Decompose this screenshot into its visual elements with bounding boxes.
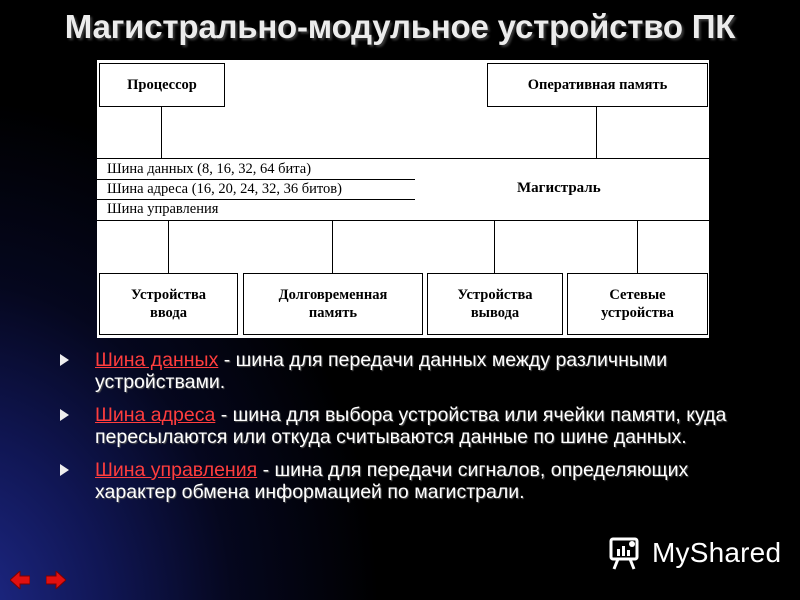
storage-label-line1: Долговременная: [278, 287, 388, 303]
bus-address-line: [97, 199, 415, 200]
bus-architecture-diagram: [97, 60, 709, 338]
ram-label: Оперативная память: [527, 77, 668, 93]
network-devices-box: [567, 273, 708, 335]
ram-box: [487, 63, 708, 107]
bullet-item: [60, 459, 770, 503]
output-connector: [494, 221, 495, 273]
storage-box: [243, 273, 423, 335]
network-label-line1: Сетевые: [609, 287, 666, 303]
bus-address-label: Шина адреса (16, 20, 24, 32, 36 битов): [107, 181, 342, 197]
bus-control-label: Шина управления: [107, 201, 219, 217]
bullet-text: - шина для передачи сигналов, определяющих характер обмена информацией по магистрали.: [95, 459, 689, 503]
input-devices-box: [99, 273, 238, 335]
input-label-line2: ввода: [150, 305, 187, 321]
cpu-label: Процессор: [127, 77, 197, 93]
bullet-arrow-icon: [60, 464, 69, 476]
bus-data-line: [97, 179, 415, 180]
arrow-left-icon: [10, 571, 30, 589]
slide-title: Магистрально-модульное устройство ПК: [64, 8, 736, 45]
presentation-board-icon: [608, 535, 644, 571]
bus-top-line: [97, 158, 709, 159]
bullet-item: [60, 349, 770, 393]
myshared-logo: [608, 535, 781, 571]
output-label-line1: Устройства: [457, 287, 533, 303]
bus-data-label: Шина данных (8, 16, 32, 64 бита): [107, 161, 312, 177]
storage-label-line2: память: [308, 305, 358, 321]
cpu-box: [99, 63, 225, 107]
storage-connector: [332, 221, 333, 273]
cpu-connector: [161, 106, 162, 158]
bullet-text: - шина для выбора устройства или ячейки памяти, куда пересылаются или откуда считываются данные по шине данных.: [95, 404, 727, 448]
bullet-arrow-icon: [60, 409, 69, 421]
bullet-arrow-icon: [60, 354, 69, 366]
output-label-line2: вывода: [470, 305, 520, 321]
bullet-text: - шина для передачи данных между различными устройствами.: [95, 349, 668, 393]
bullet-list: [60, 349, 770, 514]
bus-bottom-line: [97, 220, 709, 221]
next-slide-button[interactable]: [46, 571, 66, 594]
bullet-item: [60, 404, 770, 448]
bus-address-link[interactable]: Шина адреса: [95, 404, 216, 426]
input-connector: [168, 221, 169, 273]
bus-control-link[interactable]: Шина управления: [95, 459, 258, 481]
output-devices-box: [427, 273, 563, 335]
bus-title: Магистраль: [517, 180, 601, 196]
prev-slide-button[interactable]: [10, 571, 30, 594]
input-label-line1: Устройства: [130, 287, 207, 303]
logo-text: MyShared: [652, 537, 782, 568]
ram-connector: [596, 106, 597, 158]
bus-data-link[interactable]: Шина данных: [95, 349, 219, 371]
network-label-line2: устройства: [601, 305, 674, 321]
arrow-right-icon: [46, 571, 66, 589]
network-connector: [637, 221, 638, 273]
